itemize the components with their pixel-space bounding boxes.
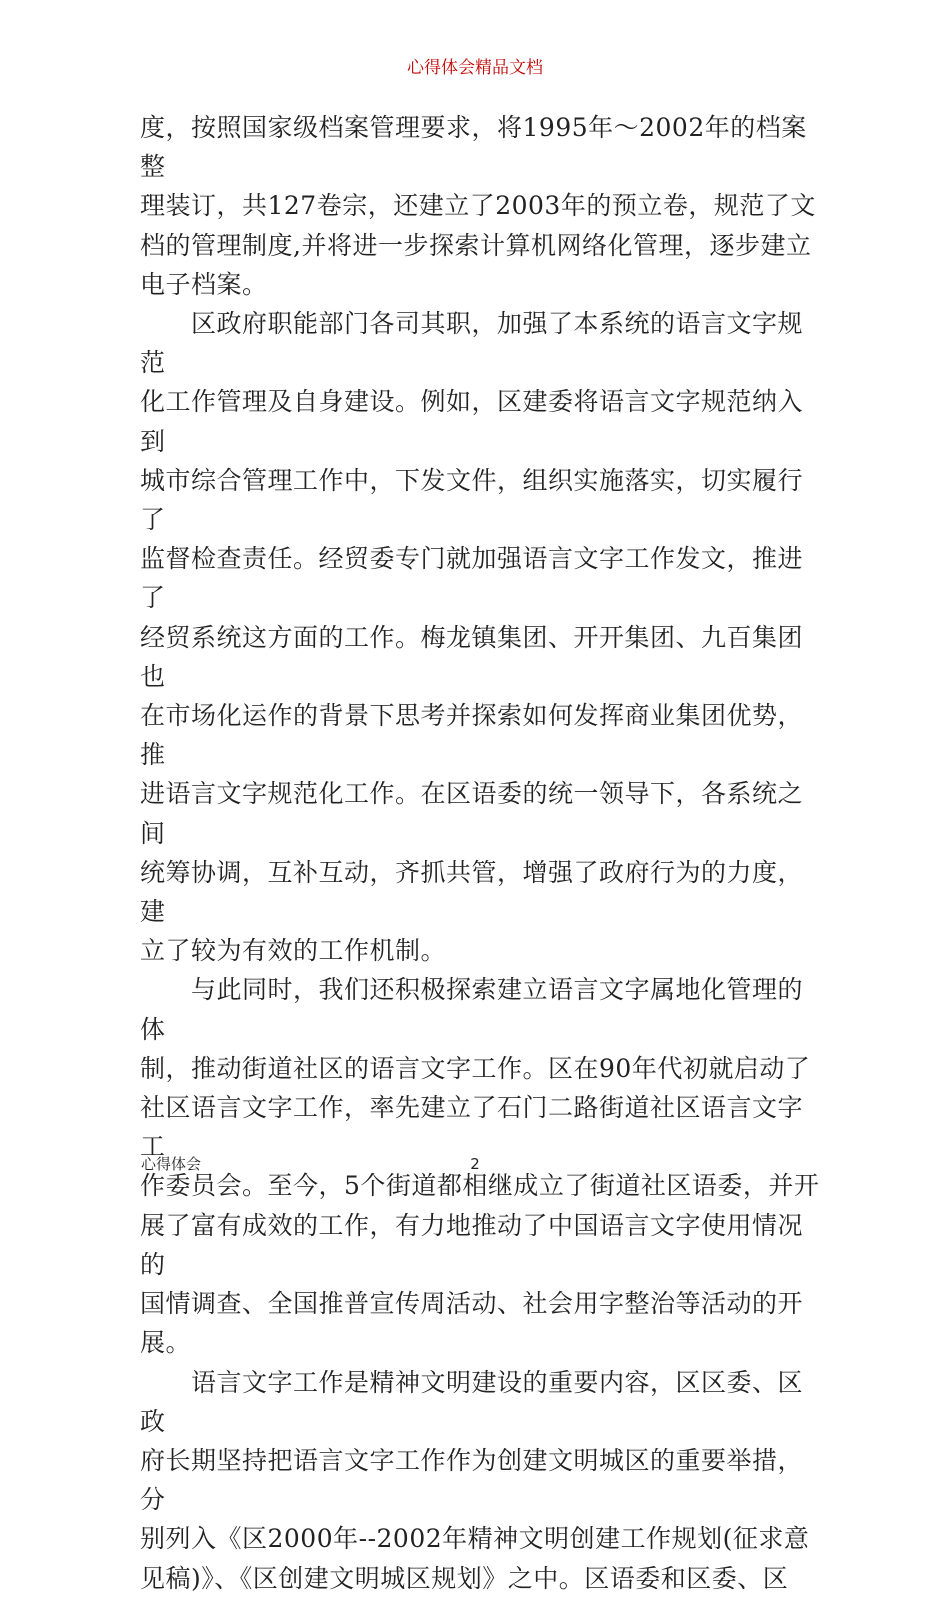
page-number: 2	[470, 1155, 480, 1173]
paragraph-archives: 度，按照国家级档案管理要求，将1995年～2002年的档案整 理装订，共127卷宗，还建立了2003年的预立卷，规范了文 档的管理制度,并将进一步探索计算机网络化管理，逐步建立 电子档案。	[140, 113, 816, 299]
paragraph-government-departments: 区政府职能部门各司其职，加强了本系统的语言文字规范 化工作管理及自身建设。例如，区建委将语言文字规范纳入到 城市综合管理工作中，下发文件，组织实施落实，切实履行了 监督检查责任。经贸委专门就加强语言文字工作发文，推进了 经贸系统这方面的工作。梅龙镇集团、开开集团、九百集团也 在市场化运作的背景下思考并探索如何发挥商业集团优势，推 进语言文字规范化工作。在区语委的统一领导下，各系统之间 统筹协调，互补互动，齐抓共管，增强了政府行为的力度，建 立了较为有效的工作机制。	[140, 309, 804, 966]
footer-label: 心得体会	[141, 1155, 202, 1173]
page-header-title: 心得体会精品文档	[407, 58, 543, 78]
paragraph-community-management: 与此同时，我们还积极探索建立语言文字属地化管理的体 制，推动街道社区的语言文字工作。区在90年代初就启动了 社区语言文字工作，率先建立了石门二路街道社区语言文字工 作委员会。至今，5个街道都相继成立了街道社区语委，并开 展了富有成效的工作，有力地推动了中国语言文字使用情况的 国情调查、全国推普宣传周活动、社会用字整治等活动的开 展。	[140, 975, 820, 1358]
document-body	[140, 108, 820, 1598]
paragraph-spiritual-civilization: 语言文字工作是精神文明建设的重要内容，区区委、区政 府长期坚持把语言文字工作作为创建文明城区的重要举措，分 别列入《区2000年--2002年精神文明创建工作规划(征求意 见稿)》、《区创建文明城区规划》之中。区语委和区委、区	[140, 1367, 810, 1593]
